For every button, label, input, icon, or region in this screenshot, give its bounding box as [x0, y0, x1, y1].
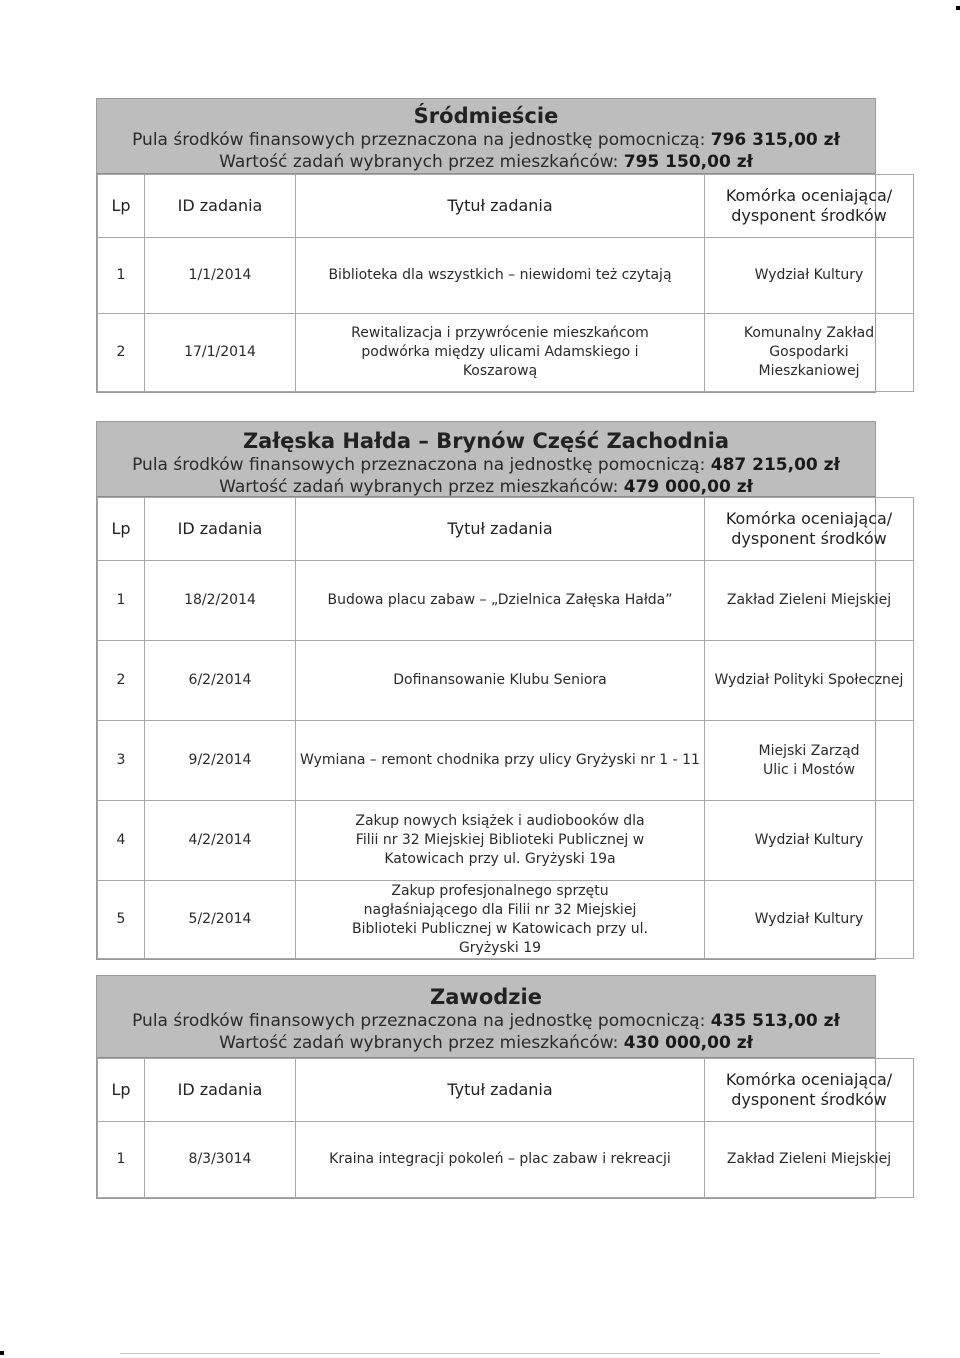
row-lp: 3	[98, 721, 145, 801]
row-id: 8/3/3014	[145, 1122, 296, 1198]
row-title: Kraina integracji pokoleń – plac zabaw i rekreacji	[296, 1122, 705, 1198]
pool-line: Pula środków finansowych przeznaczona na jednostkę pomocniczą: 487 215,00 zł	[132, 455, 840, 475]
row-id: 5/2/2014	[145, 881, 296, 959]
tasks-table	[97, 174, 914, 392]
header-id: ID zadania	[145, 1059, 296, 1122]
table-row	[98, 238, 914, 314]
header-title: Tytuł zadania	[296, 1059, 705, 1122]
row-id: 1/1/2014	[145, 238, 296, 314]
row-lp: 1	[98, 238, 145, 314]
row-unit: Miejski Zarząd Ulic i Mostów	[705, 721, 914, 801]
table-row	[98, 641, 914, 721]
section-title: Zawodzie	[430, 985, 542, 1009]
header-lp: Lp	[98, 1059, 145, 1122]
table-row	[98, 881, 914, 959]
header-title: Tytuł zadania	[296, 175, 705, 238]
scan-marker	[956, 6, 960, 10]
row-unit: Wydział Polityki Społecznej	[705, 641, 914, 721]
row-title: Budowa placu zabaw – „Dzielnica Załęska Hałda”	[296, 561, 705, 641]
header-unit: Komórka oceniająca/ dysponent środków	[705, 498, 914, 561]
value-line: Wartość zadań wybranych przez mieszkańców: 430 000,00 zł	[219, 1033, 753, 1053]
row-title: Zakup profesjonalnego sprzętu nagłaśniającego dla Filii nr 32 Miejskiej Biblioteki Publicznej w Katowicach przy ul. Gryżyski 19	[296, 881, 705, 959]
row-unit: Wydział Kultury	[705, 881, 914, 959]
scan-marker	[0, 1351, 4, 1355]
row-unit: Komunalny Zakład Gospodarki Mieszkaniowej	[705, 314, 914, 392]
value-amount: 430 000,00 zł	[623, 1033, 753, 1053]
section-header	[97, 422, 875, 497]
table-row	[98, 314, 914, 392]
tasks-table	[97, 497, 914, 959]
row-lp: 1	[98, 1122, 145, 1198]
row-unit: Wydział Kultury	[705, 238, 914, 314]
header-unit: Komórka oceniająca/ dysponent środków	[705, 1059, 914, 1122]
row-unit: Wydział Kultury	[705, 801, 914, 881]
header-lp: Lp	[98, 175, 145, 238]
section-srodmiescie	[96, 98, 893, 393]
table-header-row	[98, 498, 914, 561]
header-lp: Lp	[98, 498, 145, 561]
header-id: ID zadania	[145, 498, 296, 561]
row-lp: 4	[98, 801, 145, 881]
section-title: Śródmieście	[413, 104, 559, 128]
row-lp: 5	[98, 881, 145, 959]
pool-amount: 487 215,00 zł	[710, 455, 840, 475]
value-line: Wartość zadań wybranych przez mieszkańców: 479 000,00 zł	[219, 477, 753, 497]
table-row	[98, 1122, 914, 1198]
table-row	[98, 721, 914, 801]
row-lp: 2	[98, 641, 145, 721]
row-id: 17/1/2014	[145, 314, 296, 392]
table-header-row	[98, 1059, 914, 1122]
page-rule	[120, 1353, 880, 1354]
table-row	[98, 801, 914, 881]
pool-line: Pula środków finansowych przeznaczona na jednostkę pomocniczą: 435 513,00 zł	[132, 1011, 840, 1031]
table-row	[98, 561, 914, 641]
header-unit: Komórka oceniająca/ dysponent środków	[705, 175, 914, 238]
header-title: Tytuł zadania	[296, 498, 705, 561]
tasks-table	[97, 1058, 914, 1198]
header-id: ID zadania	[145, 175, 296, 238]
row-id: 9/2/2014	[145, 721, 296, 801]
row-lp: 2	[98, 314, 145, 392]
section-header	[97, 976, 875, 1058]
row-title: Rewitalizacja i przywrócenie mieszkańcom podwórka między ulicami Adamskiego i Koszarową	[296, 314, 705, 392]
row-id: 4/2/2014	[145, 801, 296, 881]
value-amount: 479 000,00 zł	[623, 477, 753, 497]
row-title: Dofinansowanie Klubu Seniora	[296, 641, 705, 721]
row-id: 18/2/2014	[145, 561, 296, 641]
pool-line: Pula środków finansowych przeznaczona na jednostkę pomocniczą: 796 315,00 zł	[132, 130, 840, 150]
row-title: Wymiana – remont chodnika przy ulicy Gryżyski nr 1 - 11	[296, 721, 705, 801]
section-header	[97, 99, 875, 174]
row-unit: Zakład Zieleni Miejskiej	[705, 1122, 914, 1198]
value-amount: 795 150,00 zł	[623, 152, 753, 172]
pool-amount: 435 513,00 zł	[710, 1011, 840, 1031]
row-id: 6/2/2014	[145, 641, 296, 721]
section-zawodzie	[96, 975, 893, 1199]
section-title: Załęska Hałda – Brynów Część Zachodnia	[242, 429, 730, 453]
section-zaleska-halda	[96, 421, 904, 960]
value-line: Wartość zadań wybranych przez mieszkańców: 795 150,00 zł	[219, 152, 753, 172]
pool-amount: 796 315,00 zł	[710, 130, 840, 150]
row-title: Biblioteka dla wszystkich – niewidomi też czytają	[296, 238, 705, 314]
table-header-row	[98, 175, 914, 238]
row-unit: Zakład Zieleni Miejskiej	[705, 561, 914, 641]
row-title: Zakup nowych książek i audiobooków dla Filii nr 32 Miejskiej Biblioteki Publicznej w Katowicach przy ul. Gryżyski 19a	[296, 801, 705, 881]
row-lp: 1	[98, 561, 145, 641]
